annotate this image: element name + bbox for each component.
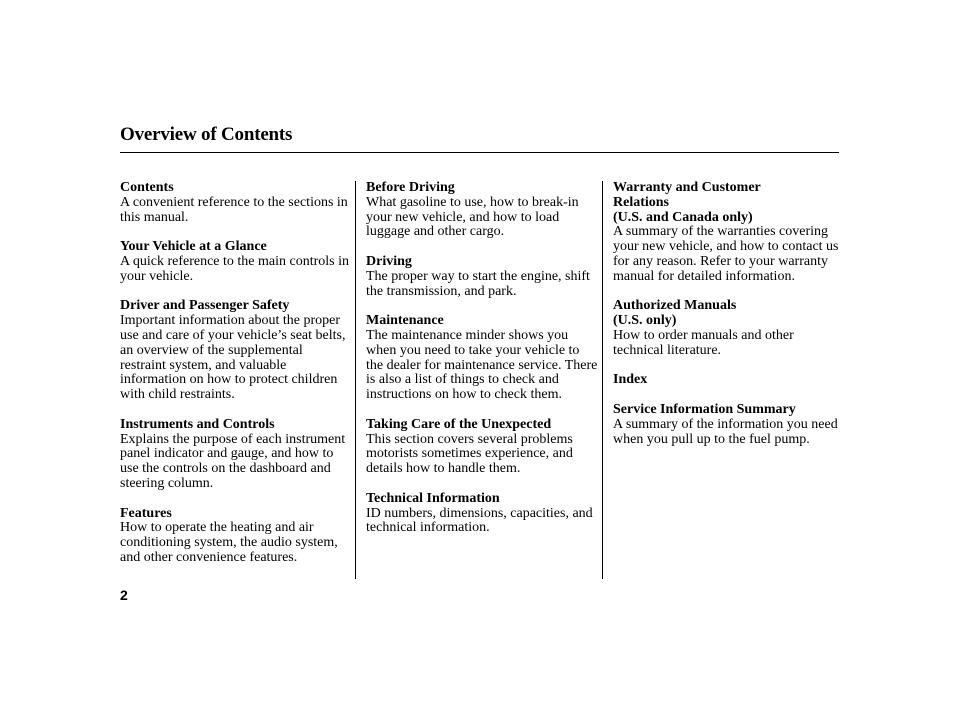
section-description: Explains the purpose of each instrument panel indicator and gauge, and how to use the controls on the dashboard and steering column. (120, 431, 346, 491)
section-technical-information (366, 492, 598, 536)
section-heading[interactable]: Instruments and Controls (120, 416, 275, 432)
section-description: Important information about the proper use and care of your vehicle’s seat belts, an overview of the supplemental restraint system, and valuable information on how to protect children with child restraints. (120, 313, 346, 403)
section-heading[interactable]: Before Driving (366, 180, 455, 195)
contents-column-2 (366, 181, 598, 551)
contents-column-3 (613, 181, 845, 462)
section-heading[interactable]: Index (613, 372, 648, 388)
section-heading[interactable]: Contents (120, 180, 174, 195)
section-description: What gasoline to use, how to break-in your new vehicle, and how to load luggage and other cargo. (366, 194, 579, 240)
section-unexpected (366, 418, 598, 477)
section-maintenance (366, 314, 598, 403)
contents-column-1 (120, 181, 352, 581)
section-description: A convenient reference to the sections in this manual. (120, 194, 348, 225)
section-description: The proper way to start the engine, shift the transmission, and park. (366, 268, 590, 299)
section-before-driving (366, 181, 598, 240)
section-description: ID numbers, dimensions, capacities, and technical information. (366, 505, 593, 536)
section-description: A quick reference to the main controls in your vehicle. (120, 253, 349, 284)
section-heading[interactable]: Features (120, 505, 172, 521)
section-heading[interactable]: Warranty and Customer Relations (U.S. and Canada only) (613, 180, 761, 225)
section-vehicle-at-a-glance (120, 240, 352, 284)
section-contents (120, 181, 352, 225)
column-divider-2 (602, 181, 603, 579)
section-description: This section covers several problems motorists sometimes experience, and details how to handle them. (366, 431, 573, 477)
section-heading[interactable]: Service Information Summary (613, 401, 796, 417)
page-title: Overview of Contents (120, 124, 293, 145)
section-index (613, 373, 845, 388)
section-heading[interactable]: Technical Information (366, 490, 500, 506)
section-heading[interactable]: Driving (366, 253, 412, 269)
page-number: 2 (120, 587, 128, 603)
section-service-info-summary (613, 403, 845, 447)
section-driver-passenger-safety (120, 299, 352, 403)
section-driving (366, 255, 598, 299)
section-heading[interactable]: Maintenance (366, 313, 444, 329)
section-heading[interactable]: Authorized Manuals (U.S. only) (613, 298, 737, 329)
section-heading[interactable]: Driver and Passenger Safety (120, 298, 290, 314)
section-description: A summary of the warranties covering your new vehicle, and how to contact us for any reason. Refer to your warranty manual for detailed information. (613, 224, 839, 284)
section-heading[interactable]: Taking Care of the Unexpected (366, 416, 552, 432)
section-description: A summary of the information you need when you pull up to the fuel pump. (613, 416, 838, 447)
section-features (120, 507, 352, 566)
section-warranty (613, 181, 845, 285)
title-divider (120, 152, 839, 153)
section-description: How to order manuals and other technical literature. (613, 327, 794, 358)
section-instruments-controls (120, 418, 352, 492)
section-description: How to operate the heating and air conditioning system, the audio system, and other convenience features. (120, 520, 338, 565)
column-divider-1 (355, 181, 356, 579)
section-heading[interactable]: Your Vehicle at a Glance (120, 239, 267, 255)
section-description: The maintenance minder shows you when you need to take your vehicle to the dealer for maintenance service. There is also a list of things to check and instructions on how to check them. (366, 327, 598, 403)
section-authorized-manuals (613, 299, 845, 358)
